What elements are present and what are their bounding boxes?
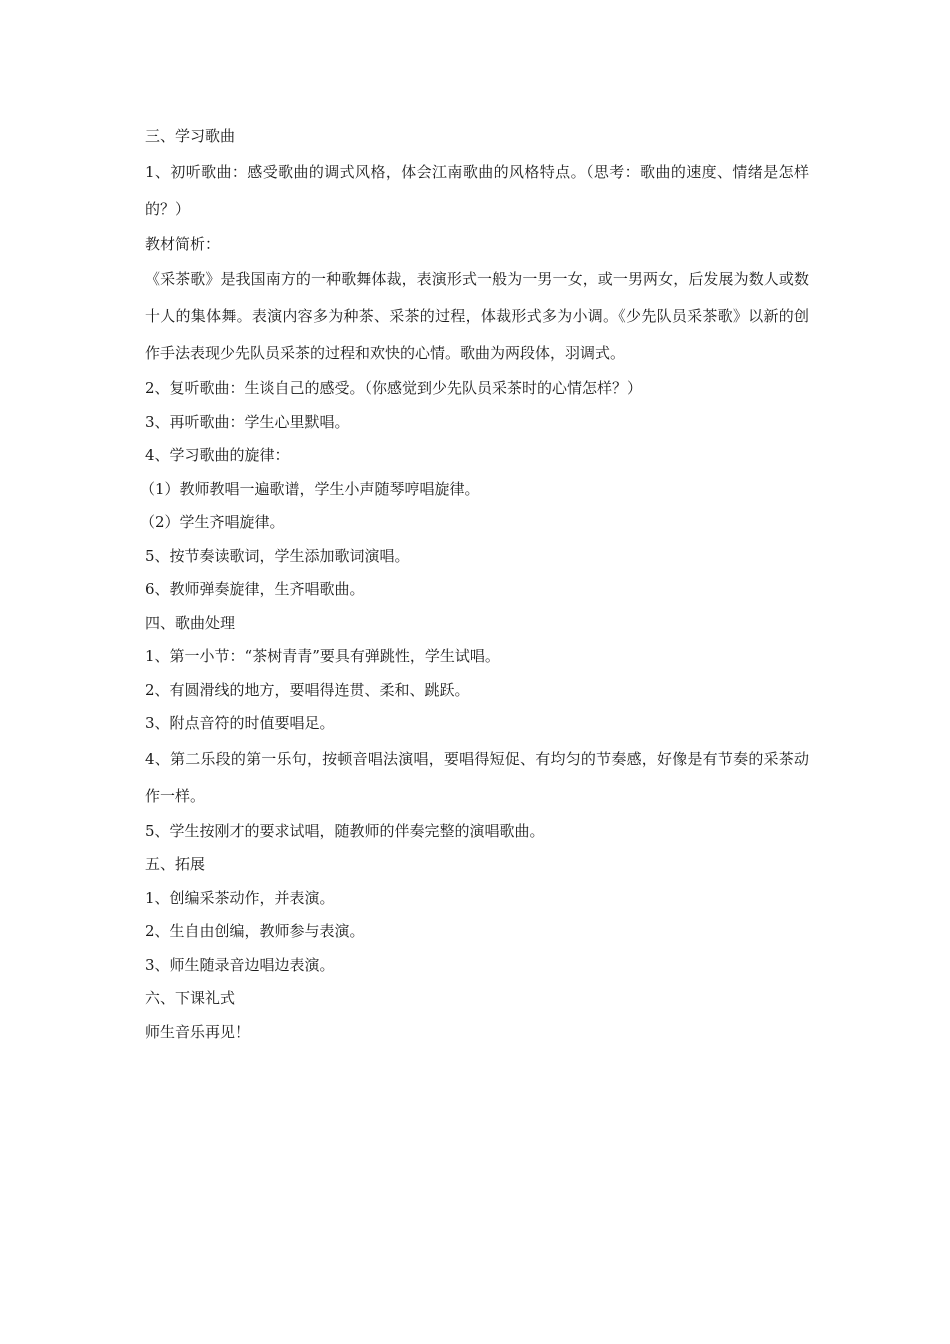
handling-item-4: 4、第二乐段的第一乐句，按顿音唱法演唱，要唱得短促、有均匀的节奏感，好像是有节奏的采茶动作一样。: [145, 749, 809, 805]
analysis-heading: 教材简析：: [145, 234, 221, 253]
step-read-lyrics: 5、按节奏读歌词，学生添加歌词演唱。: [145, 546, 410, 565]
substep-teacher-sings: （1）教师教唱一遍歌谱，学生小声随琴哼唱旋律。: [140, 479, 480, 498]
section-heading-learn-song: 三、学习歌曲: [145, 127, 236, 145]
closing-line: 师生音乐再见！: [145, 1022, 251, 1041]
handling-item-2: 2、有圆滑线的地方，要唱得连贯、柔和、跳跃。: [145, 680, 470, 699]
handling-item-3: 3、附点音符的时值要唱足。: [145, 714, 335, 732]
section-heading-closing: 六、下课礼式: [145, 989, 236, 1007]
substep-students-sing: （2）学生齐唱旋律。: [140, 513, 285, 531]
step-second-listen: 2、复听歌曲：生谈自己的感受。（你感觉到少先队员采茶时的心情怎样？）: [145, 379, 643, 397]
extension-item-2: 2、生自由创编，教师参与表演。: [145, 922, 365, 940]
extension-item-3: 3、师生随录音边唱边表演。: [145, 955, 335, 974]
section-heading-extension: 五、拓展: [145, 855, 206, 873]
handling-item-5: 5、学生按刚才的要求试唱，随教师的伴奏完整的演唱歌曲。: [145, 821, 545, 840]
analysis-paragraph: 《采茶歌》是我国南方的一种歌舞体裁，表演形式一般为一男一女，或一男两女，后发展为数人或数十人的集体舞。表演内容多为种茶、采茶的过程，体裁形式多为小调。《少先队员采茶歌》以新的创作手法表现少先队员采茶的过程和欢快的心情。歌曲为两段体，羽调式。: [145, 270, 809, 362]
handling-item-1: 1、第一小节：“茶树青青”要具有弹跳性，学生试唱。: [145, 647, 500, 665]
step-first-listen: 1、初听歌曲：感受歌曲的调式风格，体会江南歌曲的风格特点。（思考：歌曲的速度、情绪是怎样的？）: [145, 162, 809, 218]
section-heading-song-handling: 四、歌曲处理: [145, 613, 236, 632]
step-sing-together: 6、教师弹奏旋律，生齐唱歌曲。: [145, 580, 365, 598]
step-learn-melody: 4、学习歌曲的旋律：: [145, 446, 290, 464]
step-third-listen: 3、再听歌曲：学生心里默唱。: [145, 412, 350, 431]
extension-item-1: 1、创编采茶动作，并表演。: [145, 888, 335, 907]
document-page: [140, 120, 809, 1049]
